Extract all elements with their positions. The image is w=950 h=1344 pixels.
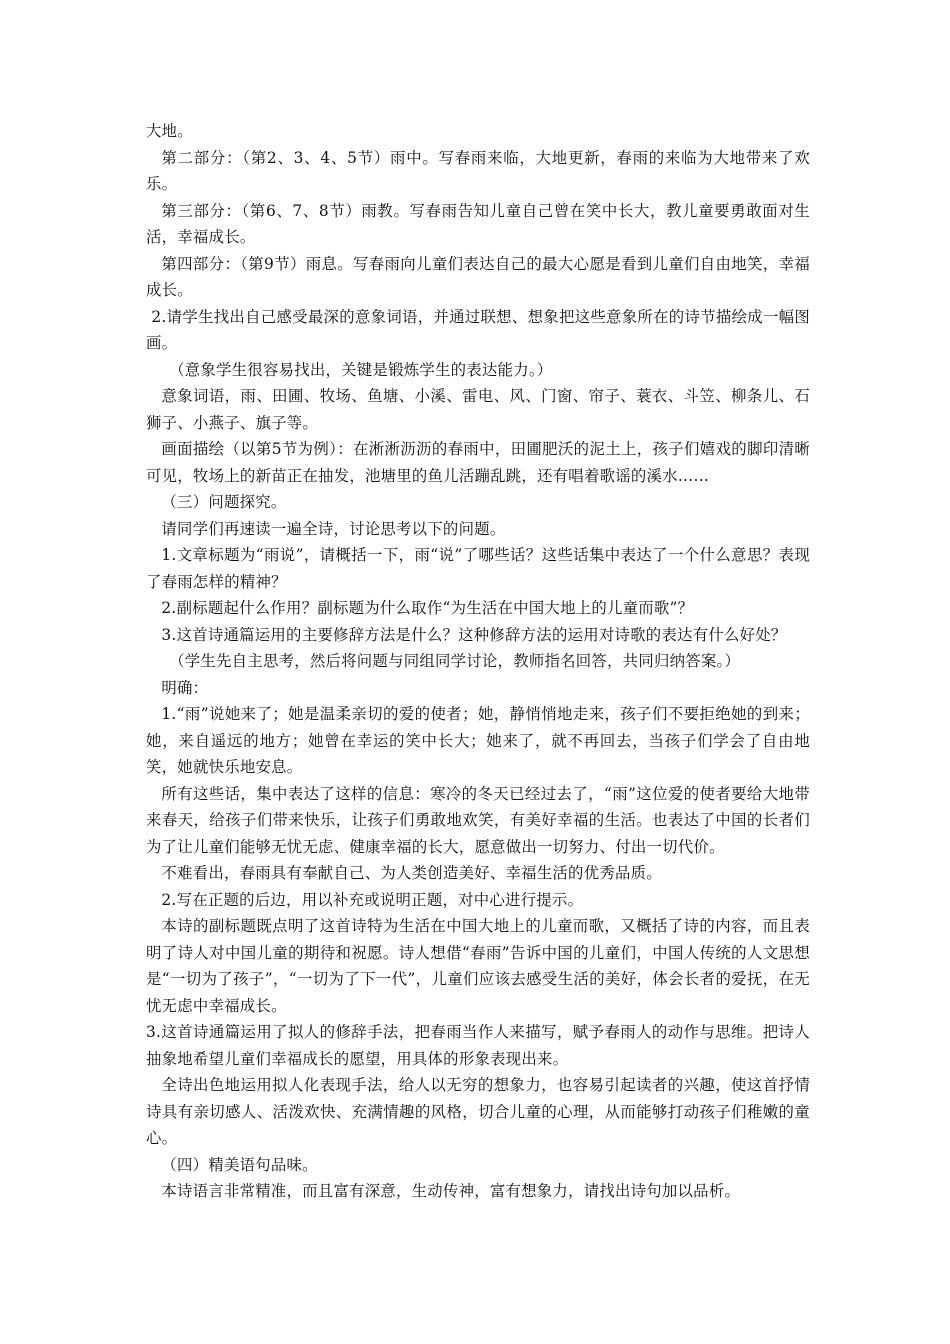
paragraph: 画面描绘（以第5节为例）：在淅淅沥沥的春雨中，田圃肥沃的泥土上，孩子们嬉戏的脚印清晰可见，牧场上的新苗正在抽发，池塘里的鱼儿活蹦乱跳，还有唱着歌谣的溪水…… xyxy=(146,440,810,485)
paragraph: 本诗语言非常精准，而且富有深意，生动传神，富有想象力，请找出诗句加以品析。 xyxy=(161,1182,741,1200)
paragraph: 第四部分：（第9节）雨息。写春雨向儿童们表达自己的最大心愿是看到儿童们自由地笑，幸福成长。 xyxy=(146,254,810,299)
paragraph: 请同学们再速读一遍全诗，讨论思考以下的问题。 xyxy=(161,519,506,538)
answer-item: 3.这首诗通篇运用了拟人的修辞手法，把春雨当作人来描写，赋予春雨人的动作与思维。把诗人抽象地希望儿童们幸福成长的愿望，用具体的形象表现出来。 xyxy=(146,1023,810,1068)
answer-item: 2.写在正题的后边，用以补充或说明正题，对中心进行提示。 xyxy=(161,890,584,909)
paragraph: 全诗出色地运用拟人化表现手法，给人以无穷的想象力，也容易引起读者的兴趣，使这首抒情诗具有亲切感人、活泼欢快、充满情趣的风格，切合儿童的心理，从而能够打动孩子们稚嫩的童心。 xyxy=(146,1076,810,1147)
answer-item: 1.“雨”说她来了；她是温柔亲切的爱的使者；她，静悄悄地走来，孩子们不要拒绝她的到来；她，来自遥远的地方；她曾在幸运的笑中长大；她来了，就不再回去，当孩子们学会了自由地笑，她就快乐地安息。 xyxy=(146,705,810,776)
paragraph: 2.请学生找出自己感受最深的意象词语，并通过联想、想象把这些意象所在的诗节描绘成一幅图画。 xyxy=(146,307,810,352)
question-item: 2.副标题起什么作用？副标题为什么取作“为生活在中国大地上的儿童而歌”？ xyxy=(161,599,694,617)
paragraph: 大地。 xyxy=(146,122,193,140)
paragraph: 不难看出，春雨具有奉献自己、为人类创造美好、幸福生活的优秀品质。 xyxy=(161,864,662,882)
section-heading: （三）问题探究。 xyxy=(161,493,287,511)
paragraph: 第二部分：（第2、3、4、5节）雨中。写春雨来临，大地更新，春雨的来临为大地带来了欢乐。 xyxy=(146,148,810,193)
paragraph: 所有这些话，集中表达了这样的信息：寒冷的冬天已经过去了，“雨”这位爱的使者要给大地带来春天，给孩子们带来快乐，让孩子们勇敢地欢笑，有美好幸福的生活。也表达了中国的长者们为了让儿童们能够无忧无虑、健康幸福的长大，愿意做出一切努力、付出一切代价。 xyxy=(146,784,810,856)
paragraph: 本诗的副标题既点明了这首诗特为生活在中国大地上的儿童而歌，又概括了诗的内容，而且表明了诗人对中国儿童的期待和祝愿。诗人想借“春雨”告诉中国的儿童们，中国人传统的人文思想是“一切为了孩子”，“一切为了下一代”，儿童们应该去感受生活的美好，体会长者的爱抚，在无忧无虑中幸福成长。 xyxy=(146,917,810,1015)
document-body xyxy=(146,118,810,1205)
paragraph: （学生先自主思考，然后将问题与同组同学讨论，教师指名回答，共同归纳答案。） xyxy=(169,652,741,670)
section-heading: （四）精美语句品味。 xyxy=(161,1155,318,1174)
question-item: 1.文章标题为“雨说”，请概括一下，雨“说”了哪些话？这些话集中表达了一个什么意思？表现了春雨怎样的精神？ xyxy=(146,546,810,591)
question-item: 3.这首诗通篇运用的主要修辞方法是什么？这种修辞方法的运用对诗歌的表达有什么好处？ xyxy=(161,625,787,644)
paragraph: （意象学生很容易找出，关键是锻炼学生的表达能力。） xyxy=(169,360,553,379)
paragraph: 明确： xyxy=(161,678,209,697)
paragraph: 意象词语，雨、田圃、牧场、鱼塘、小溪、雷电、风、门窗、帘子、蓑衣、斗笠、柳条儿、石狮子、小燕子、旗子等。 xyxy=(146,387,810,432)
paragraph: 第三部分：（第6、7、8节）雨教。写春雨告知儿童自己曾在笑中长大，教儿童要勇敢面对生活，幸福成长。 xyxy=(146,201,810,246)
